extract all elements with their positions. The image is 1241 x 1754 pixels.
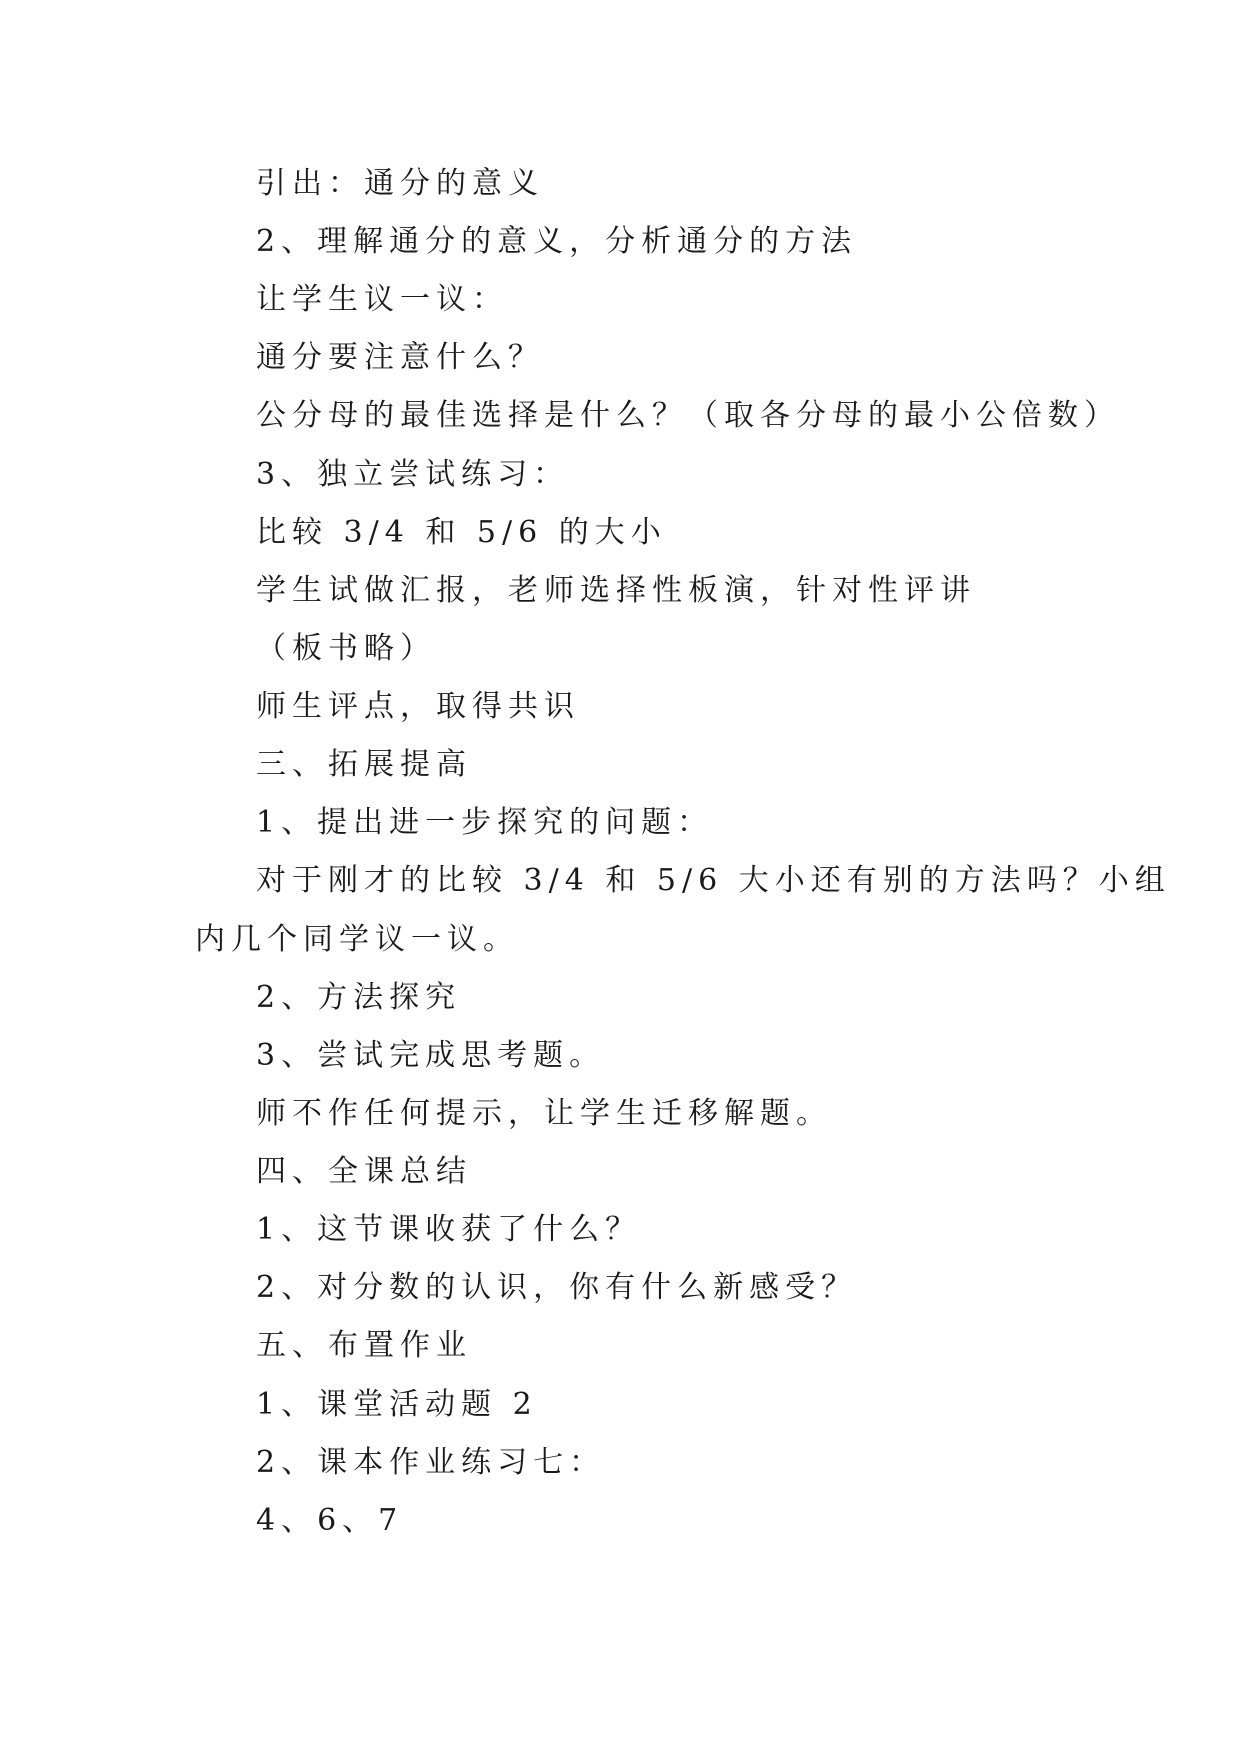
text-line: 对于刚才的比较 3/4 和 5/6 大小还有别的方法吗？小组	[256, 863, 1171, 898]
text-line: 2、方法探究	[256, 980, 462, 1015]
text-line: 1、课堂活动题 2	[256, 1387, 538, 1422]
text-line: 师生评点，取得共识	[256, 689, 580, 724]
text-line: 4、6、7	[256, 1503, 404, 1538]
text-line: 2、理解通分的意义，分析通分的方法	[256, 224, 858, 259]
text-line: （板书略）	[256, 631, 436, 666]
text-line: 让学生议一议：	[256, 282, 508, 317]
text-line: 通分要注意什么？	[256, 340, 544, 375]
text-line: 学生试做汇报，老师选择性板演，针对性评讲	[256, 573, 976, 608]
text-line: 1、提出进一步探究的问题：	[256, 805, 714, 840]
section-heading: 三、拓展提高	[256, 747, 472, 782]
text-line: 3、尝试完成思考题。	[256, 1038, 606, 1073]
text-line: 2、对分数的认识，你有什么新感受？	[256, 1270, 858, 1305]
text-line: 2、课本作业练习七：	[256, 1445, 606, 1480]
text-line: 3、独立尝试练习：	[256, 457, 570, 492]
text-line: 引出：通分的意义	[256, 166, 544, 201]
text-line: 公分母的最佳选择是什么？（取各分母的最小公倍数）	[256, 398, 1120, 433]
text-line: 师不作任何提示，让学生迁移解题。	[256, 1096, 832, 1131]
text-line: 比较 3/4 和 5/6 的大小	[256, 515, 667, 550]
text-line: 内几个同学议一议。	[195, 922, 519, 957]
section-heading: 四、全课总结	[256, 1154, 472, 1189]
text-line: 1、这节课收获了什么？	[256, 1212, 642, 1247]
section-heading: 五、布置作业	[256, 1328, 472, 1363]
